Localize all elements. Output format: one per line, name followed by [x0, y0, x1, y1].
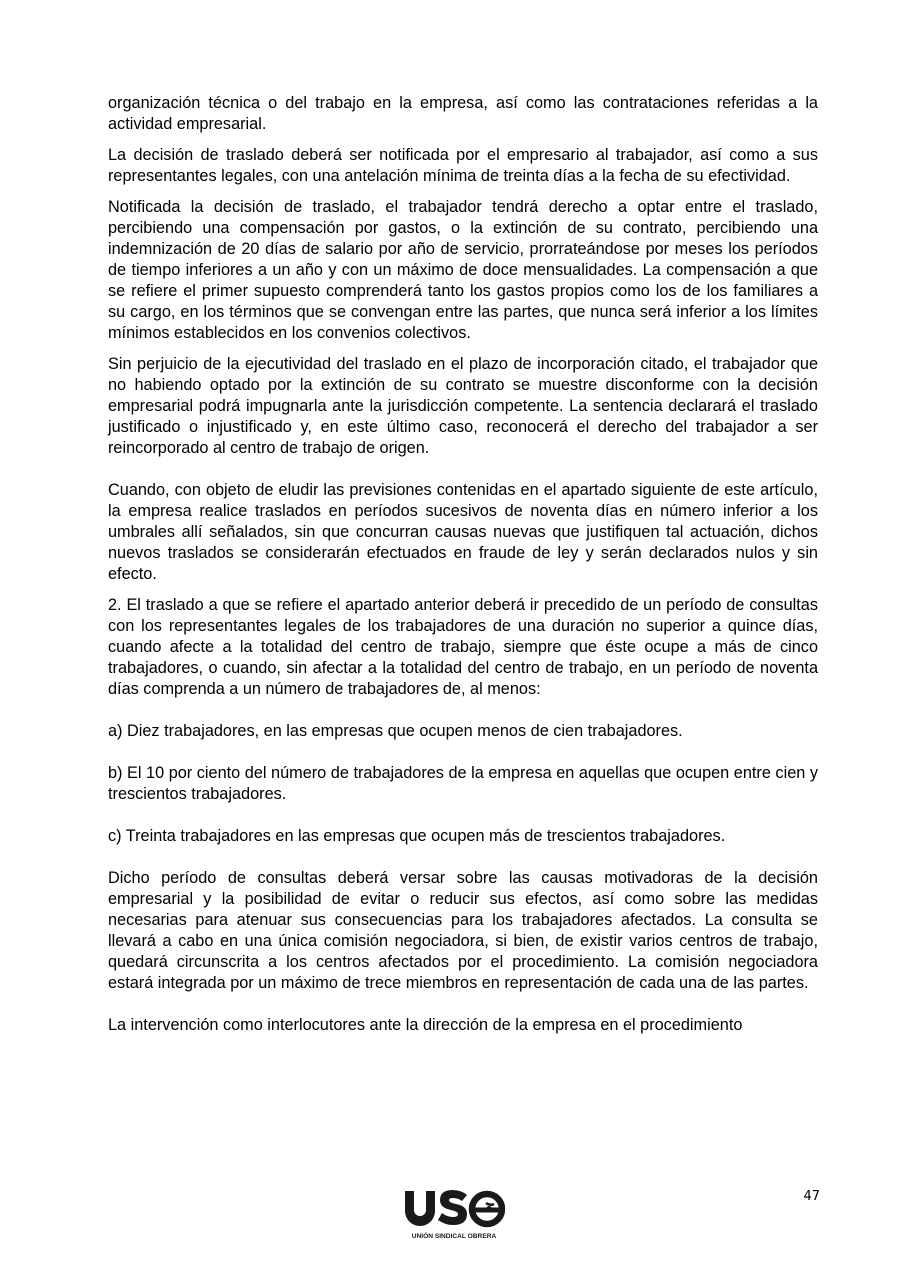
- paragraph: La intervención como interlocutores ante la dirección de la empresa en el procedimiento: [108, 1016, 743, 1034]
- uso-logo-graphic: [403, 1189, 505, 1241]
- page-number: 47: [803, 1189, 820, 1204]
- uso-logo: [403, 1189, 505, 1241]
- list-item: a) Diez trabajadores, en las empresas que ocupen menos de cien trabajadores.: [108, 722, 683, 740]
- paragraph: Dicho período de consultas deberá versar sobre las causas motivadoras de la decisión empresarial y la posibilidad de evitar o reducir sus efectos, así como sobre las medidas necesarias para atenuar sus consecuencias para los trabajadores afectados. La consulta se llevará a cabo en una única comisión negociadora, si bien, de existir varios centros de trabajo, quedará circunscrita a los centros afectados por el procedimiento. La comisión negociadora estará integrada por un máximo de trece miembros en representación de cada una de las partes.: [108, 869, 818, 992]
- paragraph: La decisión de traslado deberá ser notificada por el empresario al trabajador, así como a sus representantes legales, con una antelación mínima de treinta días a la fecha de su efectividad.: [108, 146, 818, 185]
- paragraph: organización técnica o del trabajo en la empresa, así como las contrataciones referidas a la actividad empresarial.: [108, 94, 818, 133]
- list-item: b) El 10 por ciento del número de trabajadores de la empresa en aquellas que ocupen entre cien y trescientos trabajadores.: [108, 764, 818, 803]
- paragraph: Sin perjuicio de la ejecutividad del traslado en el plazo de incorporación citado, el trabajador que no habiendo optado por la extinción de su contrato se muestre disconforme con la decisión empresarial podrá impugnarla ante la jurisdicción competente. La sentencia declarará el traslado justificado o injustificado y, en este último caso, reconocerá el derecho del trabajador a ser reincorporado al centro de trabajo de origen.: [108, 355, 818, 457]
- uso-logo-subtitle: UNIÓN SINDICAL OBRERA: [411, 1233, 497, 1240]
- paragraph: Cuando, con objeto de eludir las previsiones contenidas en el apartado siguiente de este artículo, la empresa realice traslados en períodos sucesivos de noventa días en número inferior a los umbrales allí señalados, sin que concurran causas nuevas que justifiquen tal actuación, dichos nuevos traslados se considerarán efectuados en fraude de ley y serán declarados nulos y sin efecto.: [108, 481, 818, 583]
- list-item: c) Treinta trabajadores en las empresas que ocupen más de trescientos trabajadores.: [108, 827, 726, 845]
- document-body: [108, 93, 818, 1036]
- paragraph: 2. El traslado a que se refiere el apartado anterior deberá ir precedido de un período de consultas con los representantes legales de los trabajadores de una duración no superior a quince días, cuando afecte a la totalidad del centro de trabajo, siempre que éste ocupe a más de cinco trabajadores, o cuando, sin afectar a la totalidad del centro de trabajo, en un período de noventa días comprenda a un número de trabajadores de, al menos:: [108, 596, 818, 698]
- paragraph: Notificada la decisión de traslado, el trabajador tendrá derecho a optar entre el traslado, percibiendo una compensación por gastos, o la extinción de su contrato, percibiendo una indemnización de 20 días de salario por año de servicio, prorrateándose por meses los períodos de tiempo inferiores a un año y con un máximo de doce mensualidades. La compensación a que se refiere el primer supuesto comprenderá tanto los gastos propios como los de los familiares a su cargo, en los términos que se convengan entre las partes, que nunca será inferior a los límites mínimos establecidos en los convenios colectivos.: [108, 198, 818, 342]
